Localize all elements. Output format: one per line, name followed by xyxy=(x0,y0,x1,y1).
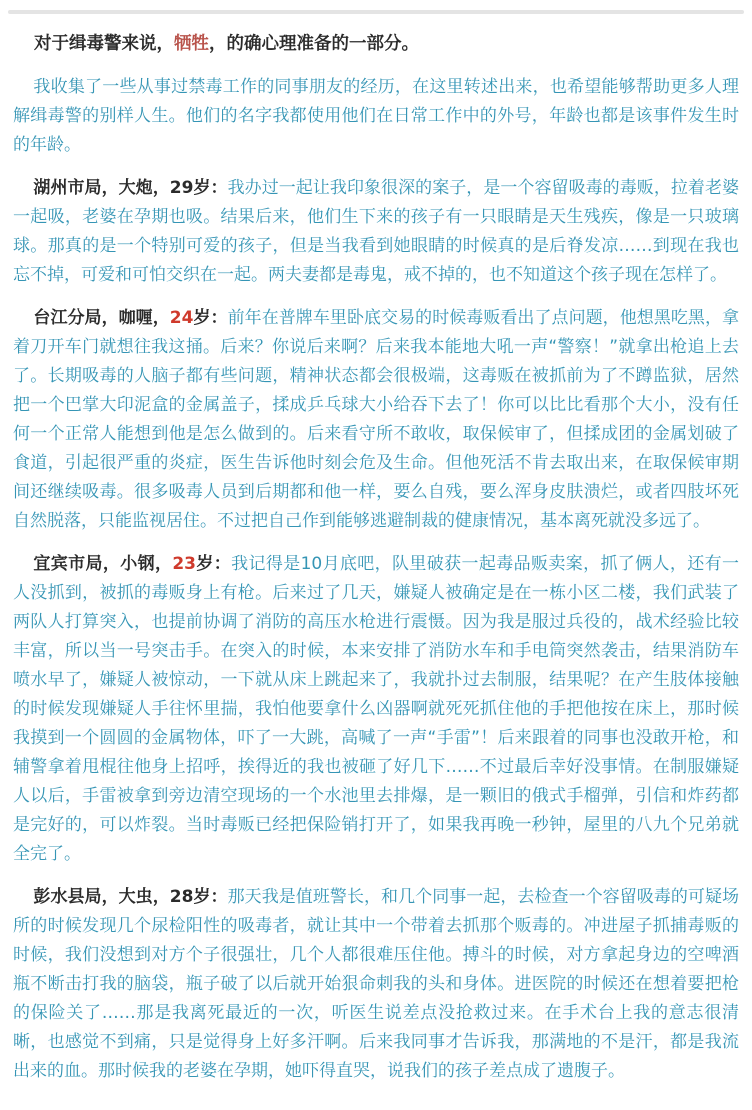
story-age-suffix: 岁： xyxy=(193,887,228,907)
story-age: 23 xyxy=(172,554,196,574)
story-age-suffix: 岁： xyxy=(193,308,228,328)
story-age: 28 xyxy=(169,887,194,907)
title-prefix: 对于缉毒警来说， xyxy=(34,34,174,54)
intro-paragraph: 我收集了一些从事过禁毒工作的同事朋友的经历，在这里转述出来，也希望能够帮助更多人理解缉毒警的别样人生。他们的名字我都使用他们在日常工作中的外号，年龄也都是该事件发生时的年龄。 xyxy=(13,77,739,155)
story-paragraph-taijiang xyxy=(13,304,739,536)
story-body: 我记得是10月底吧，队里破获一起毒品贩卖案，抓了俩人，还有一人没抓到，被抓的毒贩身上有枪。后来过了几天，嫌疑人被确定是在一栋小区二楼，我们武装了两队人打算突入，也提前协调了消防的高压水枪进行震慑。因为我是服过兵役的，战术经验比较丰富，所以当一号突击手。在突入的时候，本来安排了消防水车和手电筒突然袭击，结果消防车喷水早了，嫌疑人被惊动，一下就从床上跳起来了，我就扑过去制服，结果呢？在产生肢体接触的时候发现嫌疑人手往怀里揣，我怕他要拿什么凶器啊就死死抓住他的手把他按在床上，那时候我摸到一个圆圆的金属物体，吓了一大跳，高喊了一声“手雷”！后来跟着的同事也没敢开枪，和辅警拿着甩棍往他身上招呼，挨得近的我也被砸了好几下……不过最后幸好没事情。在制服嫌疑人以后，手雷被拿到旁边清空现场的一个水池里去排爆，是一颗旧的俄式手榴弹，引信和炸药都是完好的，可以炸裂。当时毒贩已经把保险销打开了，如果我再晚一秒钟，屋里的八九个兄弟就全完了。 xyxy=(13,554,740,864)
story-body: 我办过一起让我印象很深的案子，是一个容留吸毒的毒贩，拉着老婆一起吸，老婆在孕期也吸。结果后来，他们生下来的孩子有一只眼睛是天生残疾，像是一只玻璃球。那真的是一个特别可爱的孩子，但是当我看到她眼睛的时候真的是后脊发凉……到现在我也忘不掉，可爱和可怕交织在一起。两夫妻都是毒鬼，戒不掉的，也不知道这个孩子现在怎样了。 xyxy=(13,178,740,285)
title-suffix: ，的确心理准备的一部分。 xyxy=(209,34,419,54)
story-age-suffix: 岁： xyxy=(193,178,228,198)
story-paragraph-yibin xyxy=(13,550,739,869)
story-header: 宜宾市局，小钢， xyxy=(33,554,173,574)
article-page xyxy=(0,10,752,1110)
story-paragraph-pengshui xyxy=(13,883,739,1086)
story-body: 那天我是值班警长，和几个同事一起，去检查一个容留吸毒的可疑场所的时候发现几个尿检阳性的吸毒者，就让其中一个带着去抓那个贩毒的。冲进屋子抓捕毒贩的时候，我们没想到对方个子很强壮，几个人都很难压住他。搏斗的时候，对方拿起身边的空啤酒瓶不断击打我的脑袋，瓶子破了以后就开始狠命刺我的头和身体。进医院的时候还在想着要把枪的保险关了……那是我离死最近的一次，听医生说差点没抢救过来。在手术台上我的意志很清晰，也感觉不到痛，只是觉得身上好多汗啊。后来我同事才告诉我，那满地的不是汗，都是我流出来的血。那时候我的老婆在孕期，她吓得直哭，说我们的孩子差点成了遗腹子。 xyxy=(13,887,740,1081)
story-age: 24 xyxy=(169,308,194,328)
top-divider xyxy=(8,10,744,14)
story-header: 台江分局，咖喱， xyxy=(33,308,170,328)
story-age: 29 xyxy=(169,178,194,198)
story-age-suffix: 岁： xyxy=(196,554,232,574)
story-header: 湖州市局，大炮， xyxy=(33,178,170,198)
title-highlight: 牺牲 xyxy=(174,34,209,54)
story-body: 前年在普牌车里卧底交易的时候毒贩看出了点问题，他想黑吃黑，拿着刀开车门就想往我这捅。后来？你说后来啊？后来我本能地大吼一声“警察！”就拿出枪追上去了。长期吸毒的人脑子都有些问题，精神状态都会很极端，这毒贩在被抓前为了不蹲监狱，居然把一个巴掌大印泥盒的金属盖子，揉成乒乓球大小给吞下去了！你可以比比看那个大小，没有任何一个正常人能想到他是怎么做到的。后来看守所不敢收，取保候审了，但揉成团的金属划破了食道，引起很严重的炎症，医生告诉他时刻会危及生命。但他死活不肯去取出来，在取保候审期间还继续吸毒。很多吸毒人员到后期都和他一样，要么自残，要么浑身皮肤溃烂，或者四肢坏死自然脱落，只能监视居住。不过把自己作到能够逃避制裁的健康情况，基本离死就没多远了。 xyxy=(13,308,740,531)
story-header: 彭水县局，大虫， xyxy=(33,887,170,907)
story-paragraph-huzhou xyxy=(13,174,739,290)
article-title xyxy=(13,30,739,59)
